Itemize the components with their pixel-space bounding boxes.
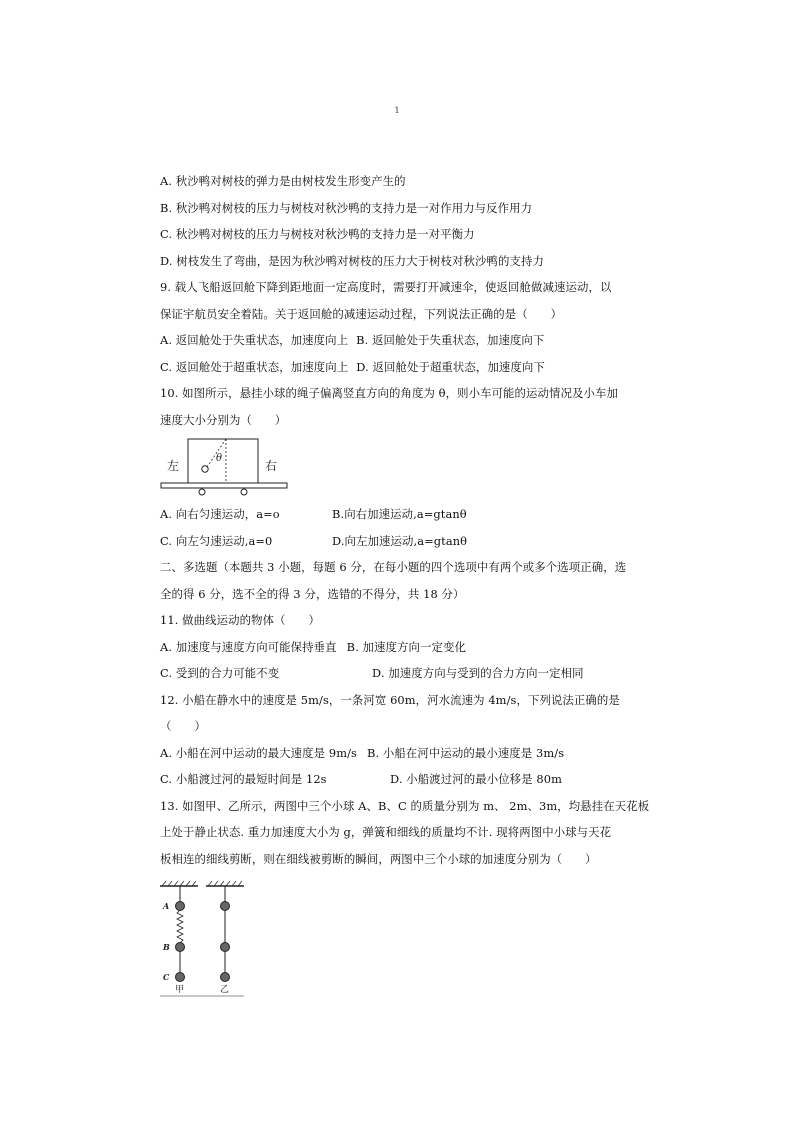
page-number: 1 (394, 106, 400, 115)
right-label: 右 (265, 459, 278, 473)
q10-options-ab (160, 501, 640, 528)
yi-ball-a (221, 902, 230, 911)
pendulum-ball (202, 466, 208, 472)
q10-stem-line2: 速度大小分别为（ ） (160, 412, 287, 427)
q12-options-cd (160, 766, 640, 793)
q12-option-b: B. 小船在河中运动的最小速度是 3m/s (367, 745, 565, 760)
q12-option-d: D. 小船渡过河的最小位移是 80m (390, 772, 562, 786)
q9-option-d: D. 返回舱处于超重状态，加速度向下 (356, 359, 545, 374)
q9-stem-line1: 9. 载人飞船返回舱下降到距地面一定高度时，需要打开减速伞，使返回舱做减速运动，以 (160, 280, 612, 294)
cart-pendulum-figure (160, 435, 290, 499)
label-jia: 甲 (175, 985, 185, 995)
q13-stem-line3: 板相连的细线剪断，则在细线被剪断的瞬间，两图中三个小球的加速度分别为（ ） (160, 851, 597, 866)
q11-option-b: B. 加速度方向一定变化 (346, 639, 466, 654)
q11-option-a: A. 加速度与速度方向可能保持垂直 (160, 639, 337, 654)
q10-option-c: C. 向左匀速运动,a=0 (160, 533, 273, 548)
hanging-balls-figure (160, 880, 252, 1002)
q9-option-a: A. 返回舱处于失重状态，加速度向上 (160, 333, 349, 347)
theta-label: θ (216, 453, 223, 464)
q12-stem-line1: 12. 小船在静水中的速度是 5m/s，一条河宽 60m，河水流速为 4m/s，下列说法正确的是 (160, 692, 620, 707)
cart-body (188, 439, 258, 483)
label-a: A (163, 901, 170, 911)
section2-heading-line1: 二、多选题（本题共 3 小题，每题 6 分，在每小题的四个选项中有两个或多个选项正确，选 (160, 560, 627, 574)
q13-stem-line2: 上处于静止状态. 重力加速度大小为 g，弹簧和细线的质量均不计. 现将两图中小球与天花 (160, 825, 612, 839)
q10-options-cd (160, 528, 640, 555)
ceiling-yi (206, 881, 244, 886)
q8-option-c: C. 秋沙鸭对树枝的压力与树枝对秋沙鸭的支持力是一对平衡力 (160, 227, 475, 241)
cart-wheel-left (199, 489, 205, 495)
label-b: B (163, 942, 170, 952)
q9-options-cd (160, 354, 640, 381)
q9-option-b: B. 返回舱处于失重状态，加速度向下 (356, 333, 545, 347)
q12-option-a: A. 小船在河中运动的最大速度是 9m/s (160, 745, 357, 760)
exam-content (160, 168, 650, 1002)
q8-option-d: D. 树枝发生了弯曲，是因为秋沙鸭对树枝的压力大于树枝对秋沙鸭的支持力 (160, 253, 544, 268)
q8-option-b: B. 秋沙鸭对树枝的压力与树枝对秋沙鸭的支持力是一对作用力与反作用力 (160, 200, 533, 215)
jia-ball-c (176, 973, 185, 982)
jia-ball-b (176, 943, 185, 952)
q11-option-c: C. 受到的合力可能不变 (160, 666, 280, 680)
ceiling-jia (160, 881, 198, 886)
section2-heading-line2: 全的得 6 分，选不全的得 3 分，选错的不得分，共 18 分） (160, 586, 465, 601)
q9-option-c: C. 返回舱处于超重状态，加速度向上 (160, 359, 349, 374)
label-c: C (163, 972, 170, 982)
q12-stem-line2: （ ） (160, 719, 206, 733)
yi-ball-c (221, 973, 230, 982)
left-label: 左 (167, 459, 180, 473)
q12-options-ab (160, 740, 640, 767)
q9-stem-line2: 保证宇航员安全着陆。关于返回舱的减速运动过程，下列说法正确的是（ ） (160, 306, 563, 321)
label-yi: 乙 (220, 985, 230, 995)
track (161, 483, 287, 488)
q11-options-cd (160, 660, 640, 687)
jia-spring (177, 910, 183, 943)
q10-option-d: D.向左加速运动,a=gtanθ (332, 533, 468, 548)
q10-option-a: A. 向右匀速运动，a=o (160, 507, 280, 521)
q12-option-c: C. 小船渡过河的最短时间是 12s (160, 772, 327, 786)
yi-ball-b (221, 943, 230, 952)
q11-options-ab (160, 634, 640, 661)
q10-stem-line1: 10. 如图所示，悬挂小球的绳子偏离竖直方向的角度为 θ，则小车可能的运动情况及小车加 (160, 386, 618, 400)
q10-option-b: B.向右加速运动,a=gtanθ (332, 507, 467, 521)
q11-option-d: D. 加速度方向与受到的合力方向一定相同 (372, 666, 584, 680)
q9-options-ab (160, 327, 640, 354)
jia-ball-a (176, 902, 185, 911)
q11-stem: 11. 做曲线运动的物体（ ） (160, 613, 321, 627)
q8-option-a: A. 秋沙鸭对树枝的弹力是由树枝发生形变产生的 (160, 174, 406, 188)
cart-wheel-right (241, 489, 247, 495)
q13-stem-line1: 13. 如图甲、乙所示，两图中三个小球 A、B、C 的质量分别为 m、 2m、3m，均悬挂在天花板 (160, 798, 650, 813)
